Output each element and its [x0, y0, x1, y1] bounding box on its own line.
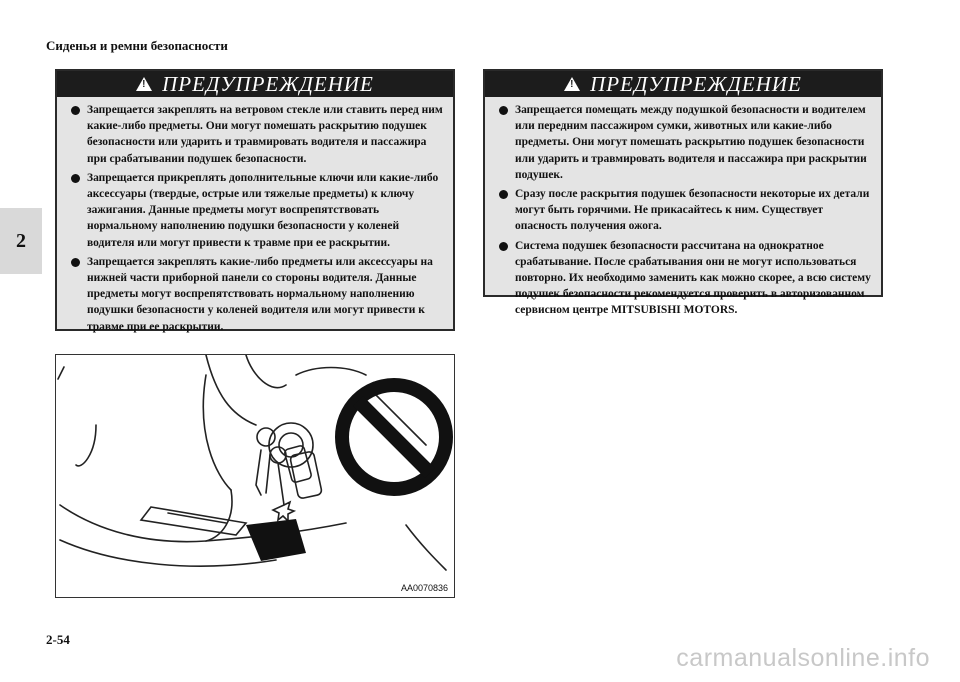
warning-header — [485, 71, 881, 97]
watermark-text: carmanualsonline.info — [676, 644, 930, 672]
warning-item: Запрещается закреплять на ветровом стекле или ставить перед ним какие-либо предметы. Они могут помешать раскрытию подушек безопасности или ударить и травмировать водителя и пассажира при срабатывании подушек безопасности. — [71, 102, 443, 167]
illustration-keys-ignition — [55, 354, 455, 598]
warning-list — [485, 97, 881, 328]
warning-box-right — [483, 69, 883, 317]
prohibition-sign-icon — [342, 385, 446, 489]
warning-item: Запрещается прикреплять дополнительные ключи или какие-либо аксессуары (твердые, острые или тяжелые предметы) к ключу зажигания. Данные предметы могут воспрепятствовать нормальному наполнению подушки безопасности у коленей водителя или могут привести к травме при ее раскрытии. — [71, 170, 443, 251]
warning-item: Сразу после раскрытия подушек безопасности некоторые их детали могут быть горячими. Не прикасайтесь к ним. Существует опасность получения ожога. — [499, 186, 871, 235]
section-header: Сиденья и ремни безопасности — [46, 38, 228, 53]
warning-header — [57, 71, 453, 97]
warning-item: Запрещается закреплять какие-либо предметы или аксессуары на нижней части приборной панели со стороны водителя. Данные предметы могут воспрепятствовать нормальному наполнению подушки безопасности у коленей водителя или могут привести к травме при ее раскрытии. — [71, 254, 443, 335]
chapter-tab[interactable] — [0, 208, 42, 274]
warning-triangle-icon — [564, 77, 580, 91]
warning-item: Запрещается помещать между подушкой безопасности и водителем или передним пассажиром сумки, животных или какие-либо предметы. Они могут помешать раскрытию подушек безопасности или ударить и травмировать водителя и пассажира при раскрытии подушек. — [499, 102, 871, 183]
chapter-number: 2 — [16, 229, 26, 252]
warning-box-left — [55, 69, 455, 331]
warning-list — [57, 97, 453, 344]
illustration-drawing — [56, 355, 454, 597]
warning-item: Система подушек безопасности рассчитана на однократное срабатывание. После срабатывания они не могут использоваться повторно. Их необходимо заменить как можно скорее, а всю систему подушек безопасности рекомендуется проверить в авторизованном сервисном центре MITSUBISHI MOTORS. — [499, 238, 871, 319]
warning-triangle-icon — [136, 77, 152, 91]
warning-title: ПРЕДУПРЕЖДЕНИЕ — [162, 71, 374, 96]
figure-code: AA0070836 — [400, 583, 448, 593]
warning-title: ПРЕДУПРЕЖДЕНИЕ — [590, 71, 802, 96]
page-number: 2-54 — [46, 632, 70, 647]
